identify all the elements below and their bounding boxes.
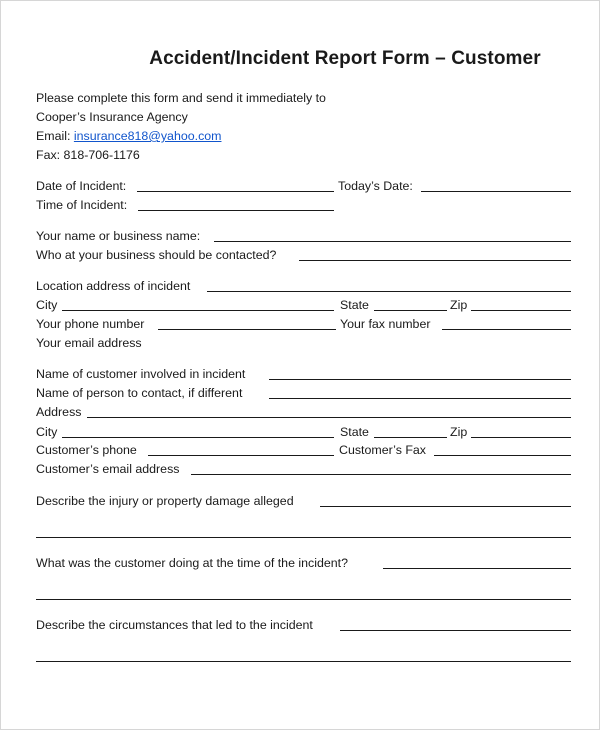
- zip-field-2[interactable]: [471, 437, 571, 438]
- email-line: [36, 129, 221, 143]
- city-label-2: City: [36, 425, 58, 439]
- state-label: State: [340, 298, 369, 312]
- todays-date-field[interactable]: [421, 191, 571, 192]
- todays-date-label: Today’s Date:: [338, 179, 413, 193]
- zip-label-2: Zip: [450, 425, 468, 439]
- city-field[interactable]: [62, 310, 334, 311]
- your-phone-field[interactable]: [158, 329, 336, 330]
- customer-email-field[interactable]: [191, 474, 571, 475]
- customer-doing-label: What was the customer doing at the time of the incident?: [36, 556, 348, 570]
- agency-name: Cooper’s Insurance Agency: [36, 110, 188, 124]
- date-of-incident-field[interactable]: [137, 191, 334, 192]
- fax-line: Fax: 818-706-1176: [36, 148, 140, 162]
- address-field[interactable]: [87, 417, 571, 418]
- your-name-label: Your name or business name:: [36, 229, 201, 243]
- customer-phone-label: Customer’s phone: [36, 443, 137, 457]
- state-field[interactable]: [374, 310, 447, 311]
- injury-label: Describe the injury or property damage alleged: [36, 494, 294, 508]
- state-label-2: State: [340, 425, 369, 439]
- customer-email-label: Customer’s email address: [36, 462, 180, 476]
- customer-name-field[interactable]: [269, 379, 571, 380]
- address-label: Address: [36, 405, 82, 419]
- your-fax-label: Your fax number: [340, 317, 431, 331]
- circumstances-label: Describe the circumstances that led to the incident: [36, 618, 313, 632]
- your-fax-field[interactable]: [442, 329, 571, 330]
- injury-field-line-2[interactable]: [36, 537, 571, 538]
- email-label: Email:: [36, 129, 71, 143]
- customer-fax-field[interactable]: [434, 455, 571, 456]
- city-field-2[interactable]: [62, 437, 334, 438]
- state-field-2[interactable]: [374, 437, 447, 438]
- your-email-label: Your email address: [36, 336, 142, 350]
- who-contacted-field[interactable]: [299, 260, 571, 261]
- your-name-field[interactable]: [214, 241, 571, 242]
- zip-field[interactable]: [471, 310, 571, 311]
- time-of-incident-field[interactable]: [138, 210, 334, 211]
- customer-doing-field[interactable]: [383, 568, 571, 569]
- location-address-label: Location address of incident: [36, 279, 191, 293]
- circumstances-field[interactable]: [340, 630, 571, 631]
- customer-doing-field-line-2[interactable]: [36, 599, 571, 600]
- city-label: City: [36, 298, 58, 312]
- contact-person-label: Name of person to contact, if different: [36, 386, 243, 400]
- time-of-incident-label: Time of Incident:: [36, 198, 128, 212]
- zip-label: Zip: [450, 298, 468, 312]
- injury-field[interactable]: [320, 506, 571, 507]
- customer-phone-field[interactable]: [148, 455, 334, 456]
- date-of-incident-label: Date of Incident:: [36, 179, 127, 193]
- form-title: Accident/Incident Report Form – Customer: [149, 48, 541, 69]
- customer-name-label: Name of customer involved in incident: [36, 367, 246, 381]
- your-phone-label: Your phone number: [36, 317, 145, 331]
- intro-instruction: Please complete this form and send it immediately to: [36, 91, 326, 105]
- email-link[interactable]: insurance818@yahoo.com: [73, 129, 222, 143]
- who-contacted-label: Who at your business should be contacted?: [36, 248, 277, 262]
- location-address-field[interactable]: [207, 291, 571, 292]
- contact-person-field[interactable]: [269, 398, 571, 399]
- circumstances-field-line-2[interactable]: [36, 661, 571, 662]
- customer-fax-label: Customer’s Fax: [339, 443, 426, 457]
